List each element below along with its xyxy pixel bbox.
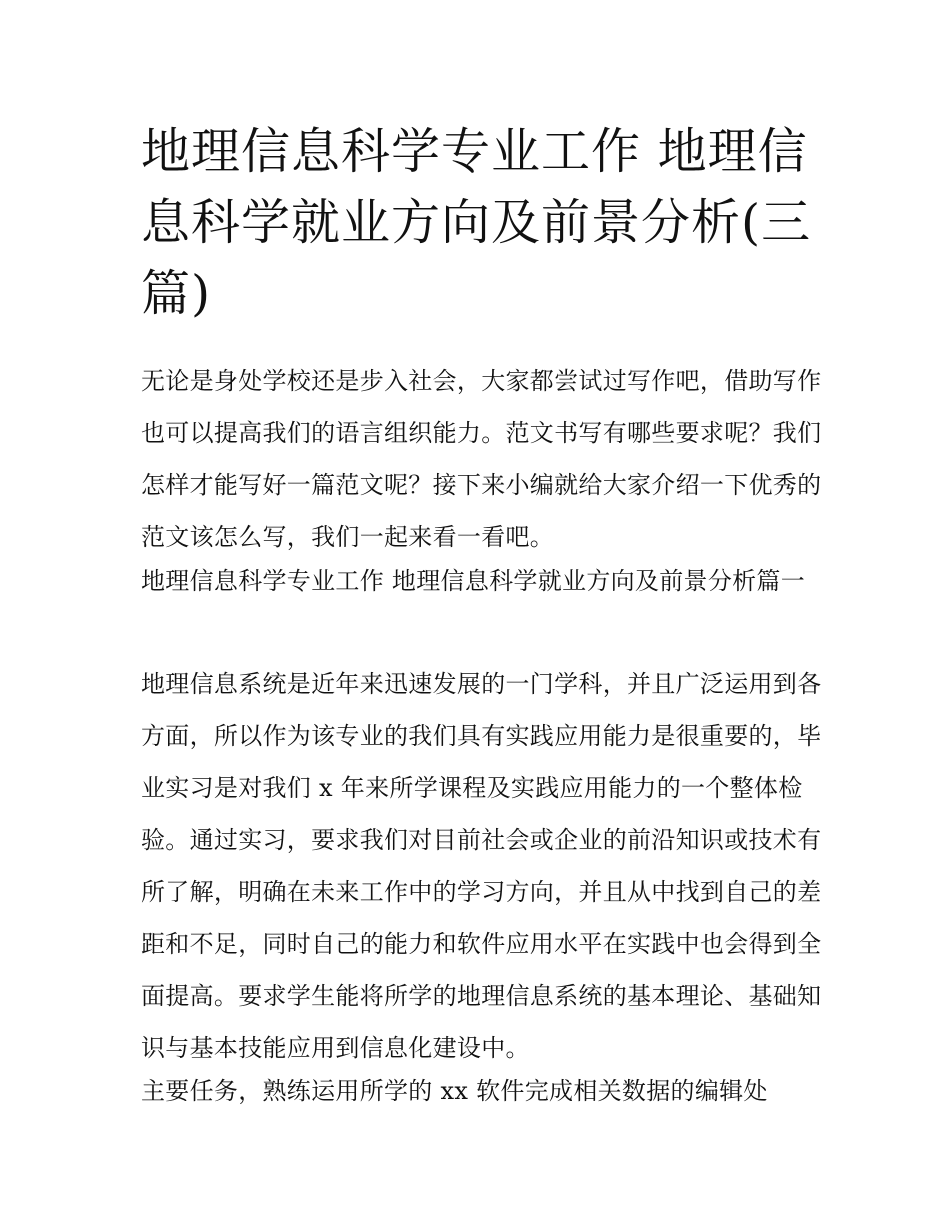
body-paragraph-continued: 主要任务，熟练运用所学的 xx 软件完成相关数据的编辑处 xyxy=(141,1077,768,1105)
document-title: 地理信息科学专业工作 地理信息科学就业方向及前景分析(三篇) xyxy=(141,123,812,322)
section-heading: 地理信息科学专业工作 地理信息科学就业方向及前景分析篇一 xyxy=(141,567,806,595)
intro-paragraph: 无论是身处学校还是步入社会，大家都尝试过写作吧，借助写作也可以提高我们的语言组织能力。范文书写有哪些要求呢？我们怎样才能写好一篇范文呢？接下来小编就给大家介绍一下优秀的范文该怎么写，我们一起来看一看吧。 xyxy=(141,367,822,551)
body-paragraph: 地理信息系统是近年来迅速发展的一门学科，并且广泛运用到各方面，所以作为该专业的我们具有实践应用能力是很重要的，毕业实习是对我们 x 年来所学课程及实践应用能力的一个整体检验。通过实习，要求我们对目前社会或企业的前沿知识或技术有所了解，明确在未来工作中的学习方向，并且从中找到自己的差距和不足，同时自己的能力和软件应用水平在实践中也会得到全面提高。要求学生能将所学的地理信息系统的基本理论、基础知识与基本技能应用到信息化建设中。 xyxy=(141,670,822,1062)
